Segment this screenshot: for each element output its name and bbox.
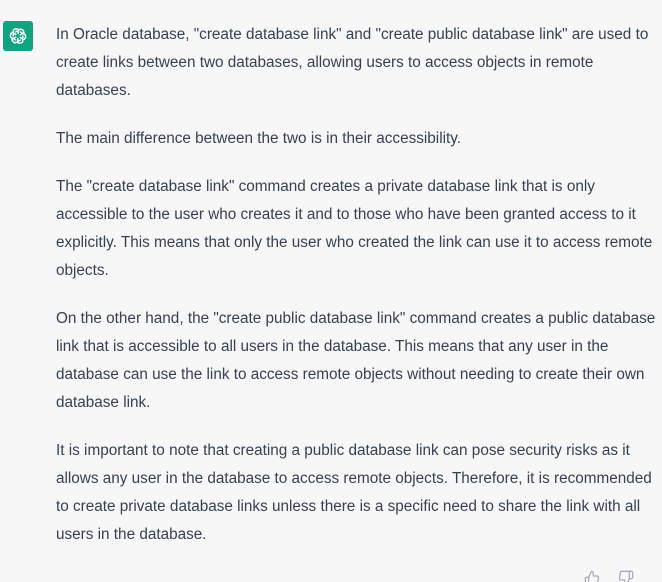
thumbs-up-icon — [584, 570, 600, 582]
thumbs-down-icon — [618, 570, 634, 582]
openai-logo-icon — [7, 25, 29, 47]
message-content — [56, 21, 656, 569]
message-paragraph: In Oracle database, "create database link" and "create public database link" are used to create links between two databases, allowing users to access objects in remote databases. — [56, 26, 649, 99]
feedback-actions — [584, 570, 634, 582]
message-paragraph: On the other hand, the "create public database link" command creates a public database link that is accessible to all users in the database. This means that any user in the database can use the link to access remote objects without needing to create their own database link. — [56, 310, 656, 411]
assistant-avatar — [3, 21, 33, 51]
thumbs-down-button[interactable] — [618, 570, 634, 582]
message-paragraph: The "create database link" command creates a private database link that is only accessible to the user who creates it and to those who have been granted access to it explicitly. This means that only the user who created the link can use it to access remote objects. — [56, 178, 653, 279]
message-paragraph: It is important to note that creating a public database link can pose security risks as it allows any user in the database to access remote objects. Therefore, it is recommended to create private database links unless there is a specific need to share the link with all users in the database. — [56, 442, 652, 543]
message-paragraph: The main difference between the two is in their accessibility. — [56, 130, 462, 147]
thumbs-up-button[interactable] — [584, 570, 600, 582]
